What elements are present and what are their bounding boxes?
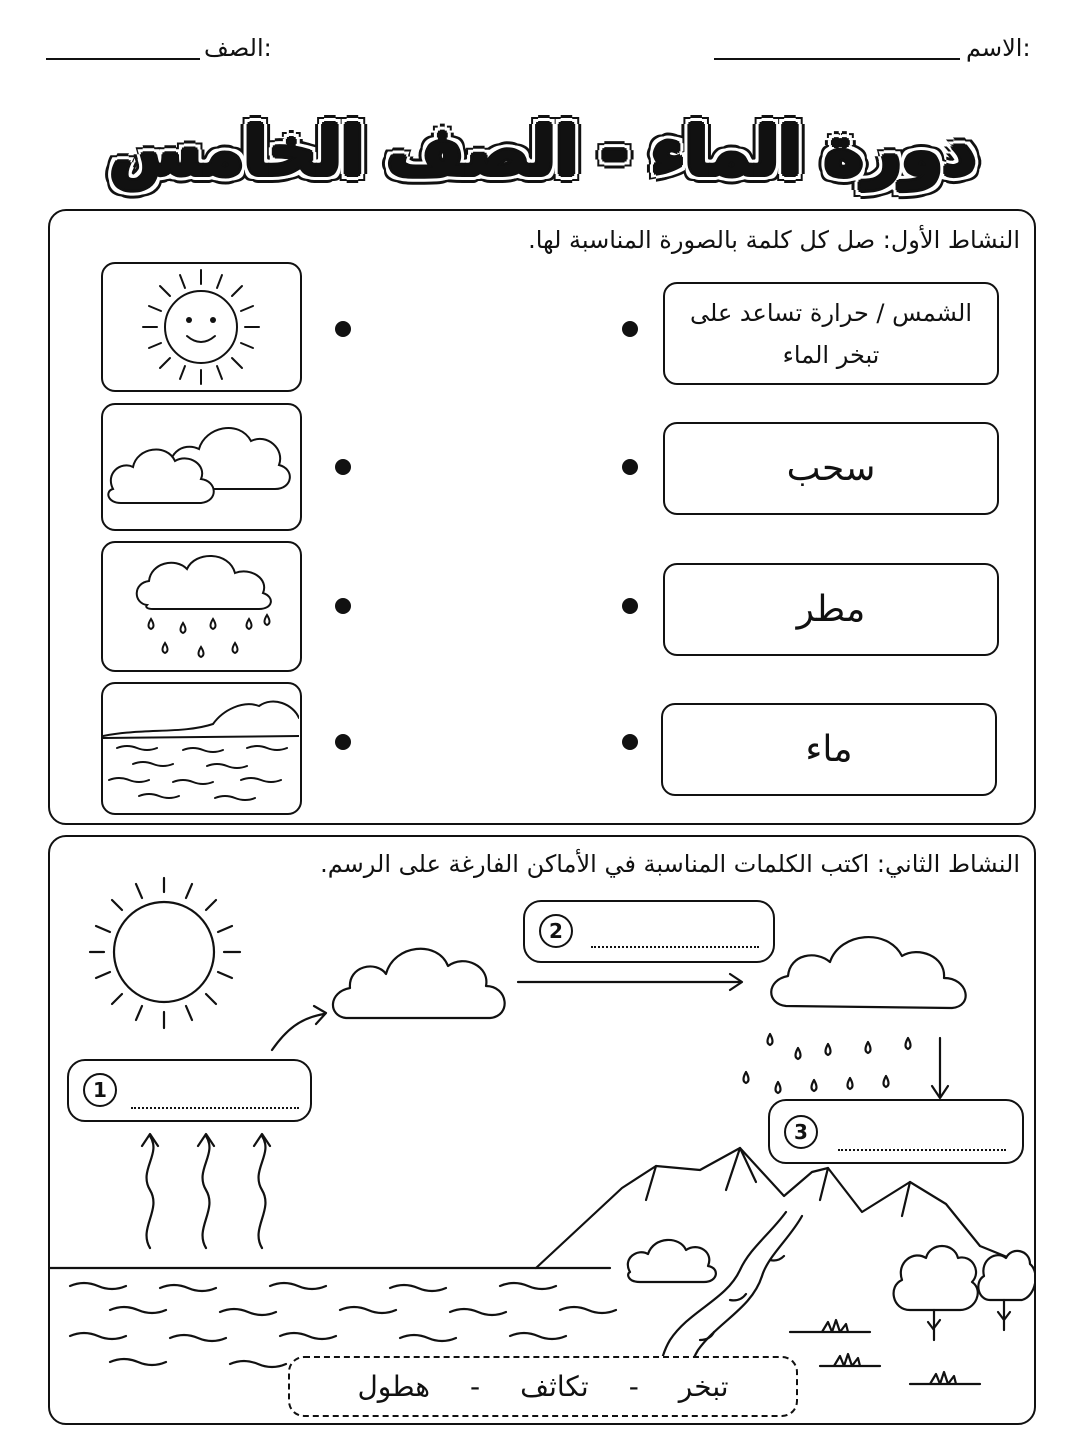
rain-cloud-icon bbox=[103, 543, 299, 669]
word-box-water bbox=[661, 703, 997, 796]
word-bank-condensation: تكاثف bbox=[520, 1370, 589, 1403]
word-bank-evaporation: تبخر bbox=[678, 1370, 729, 1403]
match-dot-pic-4[interactable] bbox=[335, 734, 351, 750]
activity1-instruction: النشاط الأول: صل كل كلمة بالصورة المناسبة لها. bbox=[528, 226, 1020, 254]
word-sun: الشمس / حرارة تساعد على تبخر الماء bbox=[690, 298, 972, 369]
blank-box-2 bbox=[523, 900, 775, 963]
rain-cloud-icon bbox=[771, 937, 965, 1008]
picture-box-water bbox=[101, 682, 302, 815]
match-dot-pic-3[interactable] bbox=[335, 598, 351, 614]
trees-icon bbox=[894, 1246, 1034, 1422]
word-bank-separator: - bbox=[628, 1370, 639, 1403]
sun-icon bbox=[90, 878, 240, 1028]
word-box-rain bbox=[663, 563, 999, 656]
evaporation-arrows bbox=[142, 1134, 270, 1248]
clouds-icon bbox=[103, 405, 299, 528]
match-dot-word-2[interactable] bbox=[622, 459, 638, 475]
class-field[interactable] bbox=[46, 58, 200, 60]
answer-field-2[interactable] bbox=[591, 946, 759, 948]
blank-box-1 bbox=[67, 1059, 312, 1122]
word-clouds: سحب bbox=[786, 448, 876, 489]
match-dot-word-1[interactable] bbox=[622, 321, 638, 337]
name-label: الاسم: bbox=[966, 34, 1031, 62]
lake-waves bbox=[70, 1283, 616, 1367]
picture-box-clouds bbox=[101, 403, 302, 531]
word-bank bbox=[288, 1356, 798, 1417]
blank-number-3: 3 bbox=[784, 1115, 818, 1149]
blank-box-3 bbox=[768, 1099, 1024, 1164]
raindrops bbox=[744, 1034, 911, 1093]
activity2-instruction: النشاط الثاني: اكتب الكلمات المناسبة في الأماكن الفارغة على الرسم. bbox=[320, 850, 1020, 878]
word-box-sun bbox=[663, 282, 999, 385]
match-dot-word-4[interactable] bbox=[622, 734, 638, 750]
word-water: ماء bbox=[805, 729, 853, 770]
picture-box-rain bbox=[101, 541, 302, 672]
blank-number-1: 1 bbox=[83, 1073, 117, 1107]
class-label: الصف: bbox=[204, 34, 272, 62]
word-rain: مطر bbox=[796, 589, 866, 630]
picture-box-sun bbox=[101, 262, 302, 392]
answer-field-1[interactable] bbox=[131, 1107, 299, 1109]
word-box-clouds bbox=[663, 422, 999, 515]
mountains-icon bbox=[536, 1148, 1034, 1268]
sun-icon bbox=[103, 264, 299, 389]
water-icon bbox=[103, 684, 299, 812]
blank-number-2: 2 bbox=[539, 914, 573, 948]
page-title: دورة الماء - الصف الخامس bbox=[109, 113, 977, 190]
answer-field-3[interactable] bbox=[838, 1149, 1006, 1151]
word-bank-precipitation: هطول bbox=[357, 1370, 430, 1403]
match-dot-pic-1[interactable] bbox=[335, 321, 351, 337]
word-bank-separator: - bbox=[470, 1370, 481, 1403]
name-field[interactable] bbox=[714, 58, 960, 60]
match-dot-pic-2[interactable] bbox=[335, 459, 351, 475]
cloud-icon bbox=[333, 949, 505, 1018]
match-dot-word-3[interactable] bbox=[622, 598, 638, 614]
